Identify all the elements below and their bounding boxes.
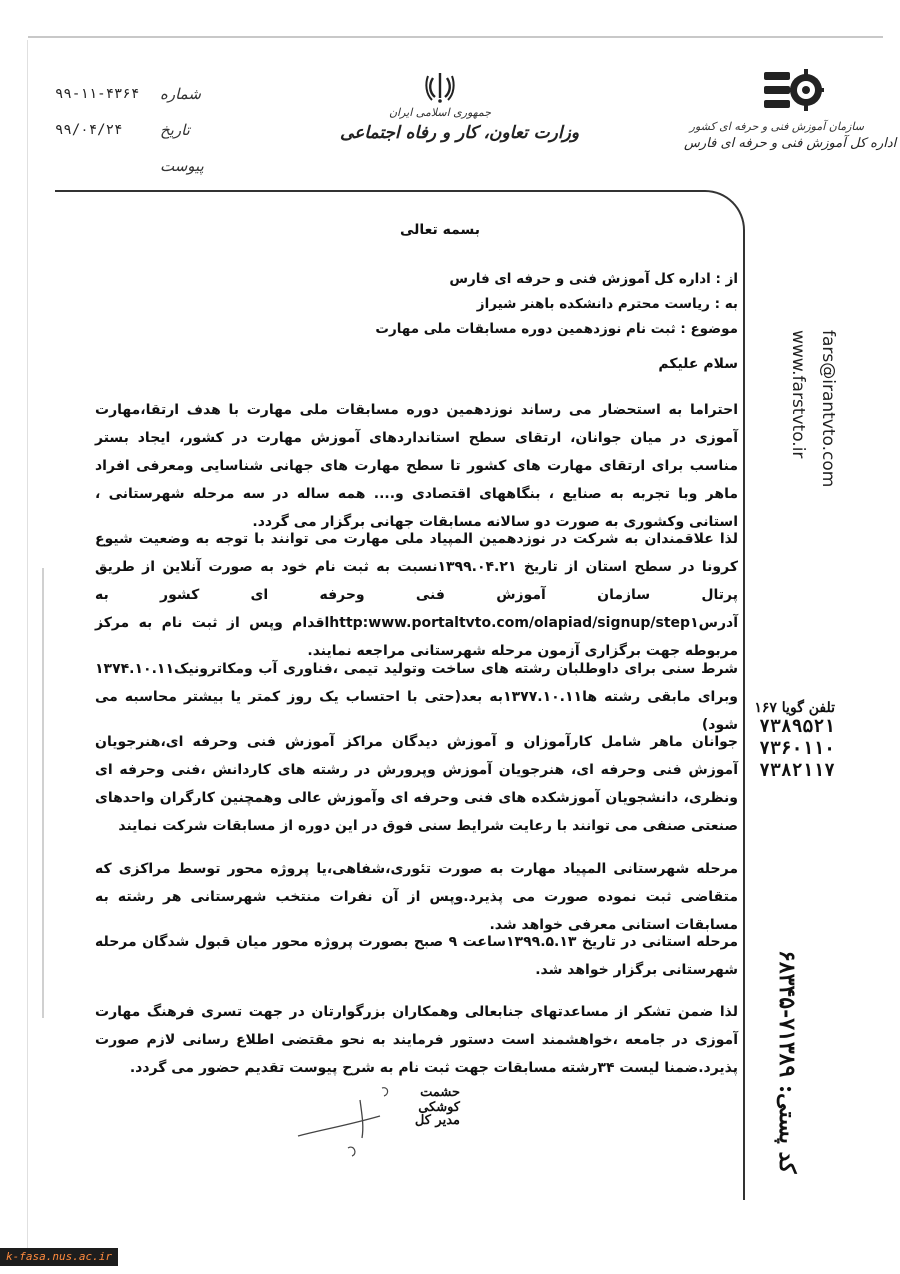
- top-divider: [28, 36, 883, 38]
- ministry-header: [340, 70, 580, 143]
- from-line: از : اداره کل آموزش فنی و حرفه ای فارس: [449, 271, 738, 287]
- site-tag[interactable]: k-fasa.nus.ac.ir: [0, 1248, 118, 1266]
- number-value: ۹۹-۱۱-۴۳۶۴: [55, 86, 140, 102]
- subject-line: موضوع : ثبت نام نوزدهمین دوره مسابقات ملی مهارت: [375, 321, 738, 337]
- phone-number: ۷۳۸۲۱۱۷: [759, 760, 835, 781]
- date-label: تاریخ: [160, 121, 190, 139]
- attachment-row: [55, 148, 220, 184]
- paragraph-closing: لذا ضمن تشکر از مساعدتهای جنابعالی وهمکاران بزرگوارتان در جهت تسری فرهنگ مهارت آموزی در جامعه ،خواهشمند است دستور فرمایند به نحو مقتضی اطلاع رسانی لازم صورت پذیرد.ضمنا لیست ۳۴رشته مسابقات جهت ثبت نام به شرح پیوست تقدیم حضور می گردد.: [95, 1004, 738, 1076]
- basmala: بسمه تعالی: [399, 222, 481, 238]
- paragraph-province-stage: مرحله استانی در تاریخ ۱۳۹۹.۵.۱۳ساعت ۹ صبح بصورت پروژه محور میان قبول شدگان مرحله شهرستانی برگزار خواهد شد.: [95, 934, 738, 978]
- date-row: [55, 112, 220, 148]
- paragraph-eligible: جوانان ماهر شامل کارآموزان و آموزش دیدگان مراکز آموزش فنی وحرفه ای،هنرجویان آموزش فنی وحرفه ای، هنرجویان آموزش وپرورش در رشته های کاردانش ،فنی وحرفه ای ونظری، دانشجویان آموزشکده های فنی وحرفه ای وآموزش عالی وهمچنین کارگران واحدهای صنعتی صنفی می توانند با رعایت شرایط سنی فوق در این دوره از مسابقات شرکت نمایند: [95, 734, 738, 834]
- postal-code: کد پستی: ۷۱۳۸۹-۶۸۳۴۵: [774, 950, 800, 1174]
- to-line: به : ریاست محترم دانشکده باهنر شیراز: [476, 296, 738, 312]
- attachment-label: پیوست: [160, 157, 204, 175]
- portal-link[interactable]: http:www.portaltvto.com/olapiad/signup/step۱: [329, 615, 699, 631]
- gov-name: جمهوری اسلامی ایران: [388, 106, 492, 119]
- iran-emblem-icon: [423, 70, 457, 104]
- org-header: [684, 66, 897, 151]
- registration-text: لذا علاقمندان به شرکت در نوزدهمین المپیاد ملی مهارت می توانند با توجه به وضعیت شیوع کرونا در سطح استان از تاریخ ۱۳۹۹.۰۴.۲۱نسبت به ثبت نام خود به صورت آنلاین از طریق پرتال سازمان آموزش فنی وحرفه ای کشور به آدرس: [95, 531, 738, 631]
- salutation: سلام علیکم: [658, 356, 738, 372]
- paragraph-age-condition: شرط سنی برای داوطلبان رشته های ساخت وتولید تیمی ،فناوری آب ومکاترونیک۱۳۷۴.۱۰.۱۱ وبرای مابقی رشته ها۱۳۷۷.۱۰.۱۱به بعد(حتی با احتساب یک روز کمتر یا بیشتر محاسبه می شود): [95, 661, 738, 733]
- website[interactable]: www.farstvto.ir: [788, 330, 808, 459]
- phone-label: تلفن گویا ۱۶۷: [754, 700, 835, 716]
- paragraph-registration: [95, 525, 738, 665]
- date-value: ۹۹/۰۴/۲۴: [55, 122, 123, 138]
- paragraph-county-stage: مرحله شهرستانی المپیاد مهارت به صورت تئوری،شفاهی،یا پروژه محور توسط مراکزی که متقاضی ثبت نموده صورت می پذیرد.وپس از آن نفرات منتخب شهرستانی هر رشته به مسابقات استانی معرفی خواهد شد.: [95, 861, 738, 933]
- ministry-name: وزارت تعاون، کار و رفاه اجتماعی: [340, 123, 580, 143]
- signer-name: حشمت کوشکی: [418, 1085, 460, 1115]
- number-row: [55, 76, 220, 112]
- number-label: شماره: [160, 85, 201, 103]
- letter-meta: [55, 76, 220, 184]
- registration-text-end: اقدام وپس از ثبت نام به مرکز مربوطه جهت برگزاری آزمون مرحله شهرستانی مراجعه نمایند.: [95, 615, 738, 659]
- org-national-name: سازمان آموزش فنی و حرفه ای کشور: [689, 120, 864, 133]
- phone-number: ۷۳۸۹۵۲۱: [759, 716, 835, 737]
- scan-edge: [42, 568, 44, 1018]
- postal-code-block: [760, 950, 820, 1174]
- phone-number: ۷۳۶۰۱۱۰: [759, 738, 835, 759]
- signer-title: مدیر کل: [414, 1113, 460, 1128]
- contact-web: [760, 330, 838, 530]
- paragraph-intro: احتراما به استحضار می رساند نوزدهمین دوره مسابقات ملی مهارت با هدف ارتقا،مهارت آموزی در میان جوانان، ارتقای سطح استانداردهای آموزش مهارت در کشور، ایجاد بستر مناسب برای ارتقای مهارت های کشور تا سطح مهارت های جهانی شناسایی ومعرفی افراد ماهر وبا تجربه به صنایع ، بنگاههای اقتصادی و.... همه ساله در سه مرحله شهرستانی ، استانی وکشوری به صورت دو سالانه مسابقات جهانی برگزار می گردد.: [95, 402, 738, 530]
- phone-block: [750, 700, 835, 782]
- email[interactable]: fars@irantvto.com: [818, 330, 838, 488]
- tvto-logo-icon: [762, 66, 824, 116]
- left-divider: [27, 40, 28, 1250]
- org-province-name: اداره کل آموزش فنی و حرفه ای فارس: [684, 136, 897, 151]
